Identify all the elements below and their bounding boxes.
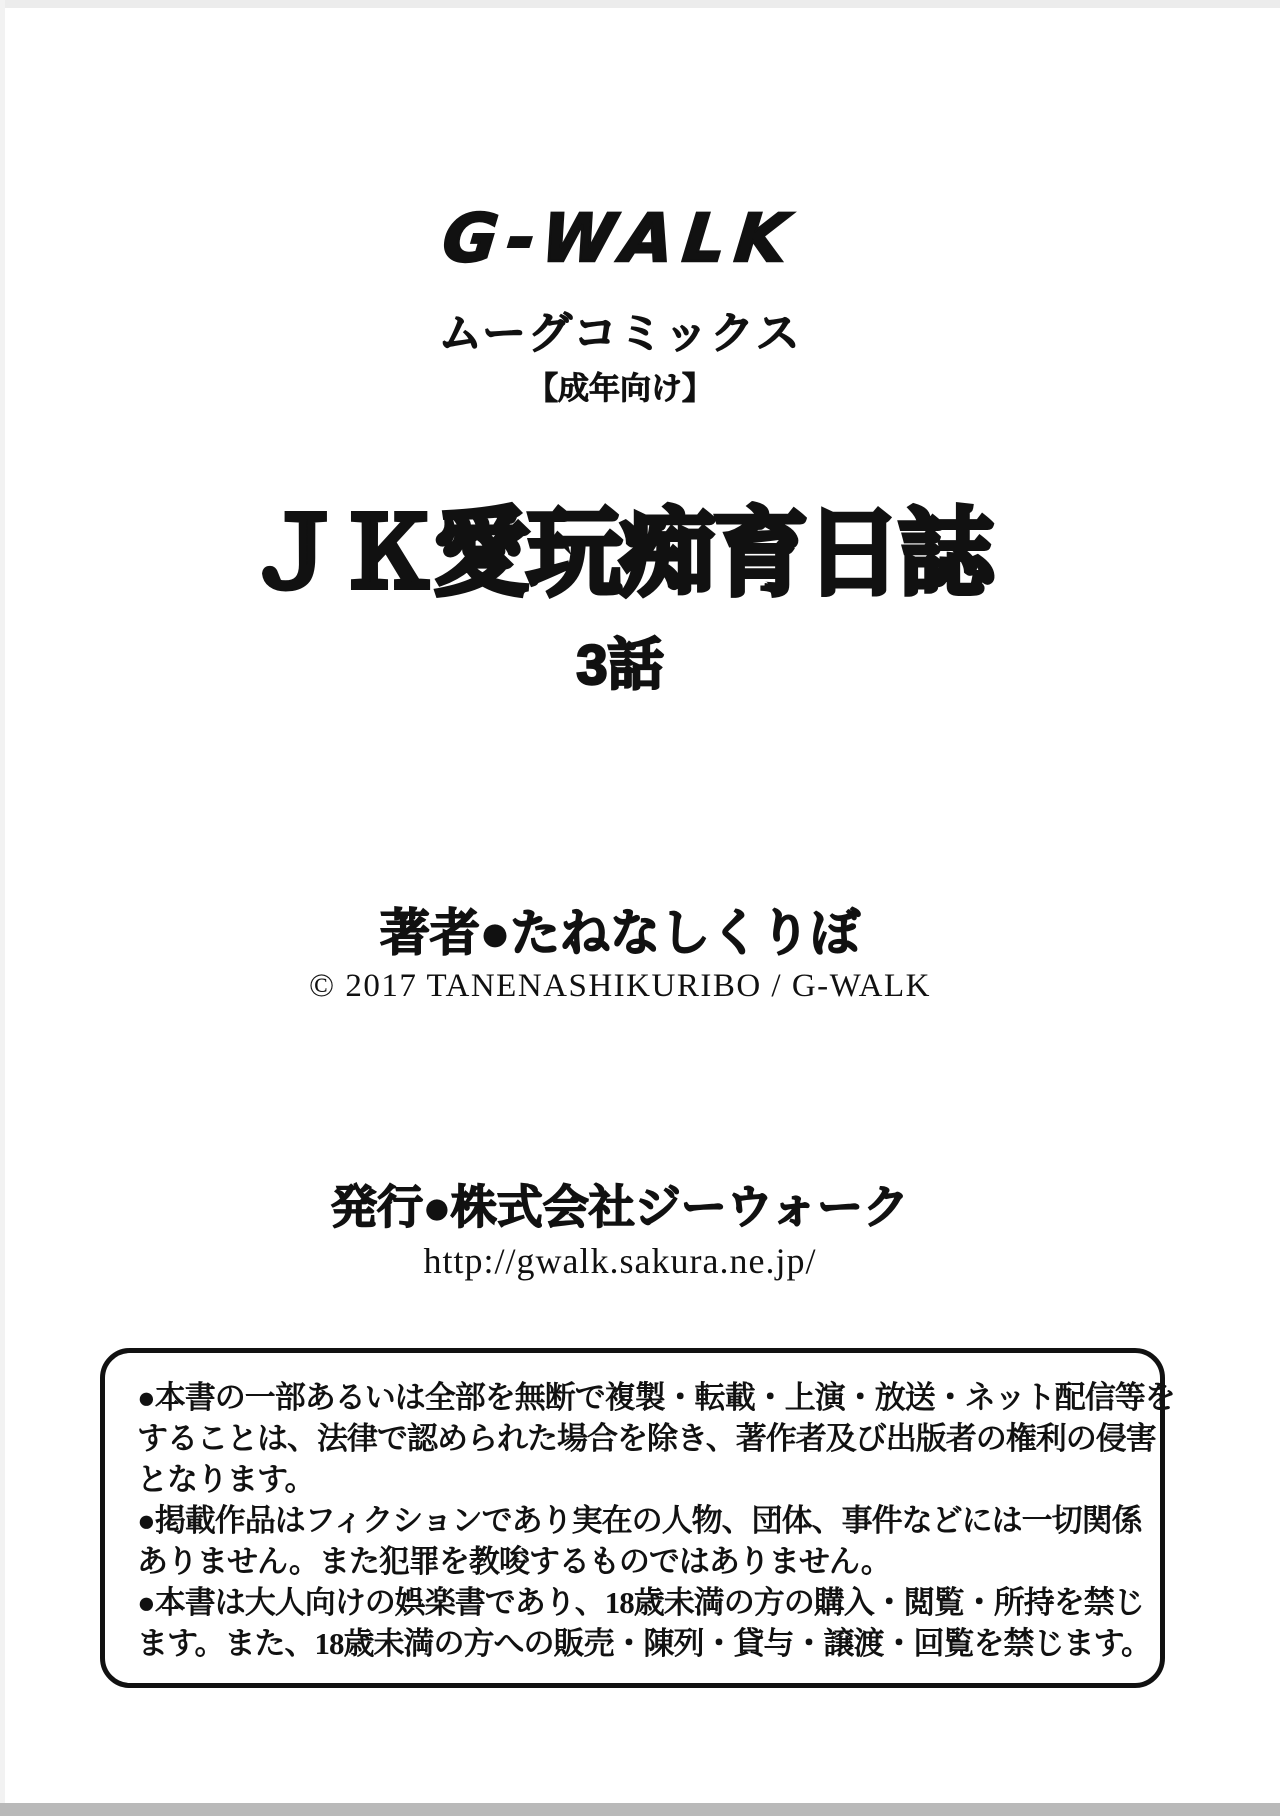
- disclaimer-line: ●本書は大人向けの娯楽書であり、18歳未満の方の購入・閲覧・所持を禁じ: [137, 1585, 1144, 1620]
- disclaimer-line: ます。また、18歳未満の方への販売・陳列・貸与・譲渡・回覧を禁じます。: [137, 1626, 1152, 1661]
- disclaimer-line: ありません。また犯罪を教唆するものではありません。: [137, 1544, 891, 1579]
- imprint-label: ムーグコミックス: [438, 309, 802, 358]
- disclaimer-line: することは、法律で認められた場合を除き、著作者及び出版者の権利の侵害: [137, 1421, 1156, 1456]
- website-url: http://gwalk.sakura.ne.jp/: [423, 1241, 817, 1281]
- age-rating-label: 【成年向け】: [527, 371, 713, 406]
- copyright-line: © 2017 TANENASHIKURIBO / G-WALK: [309, 968, 931, 1004]
- publisher-line: 発行●株式会社ジーウォーク: [331, 1181, 909, 1233]
- disclaimer-line: となります。: [137, 1462, 315, 1497]
- disclaimer-line: ●掲載作品はフィクションであり実在の人物、団体、事件などには一切関係: [137, 1503, 1142, 1538]
- author-line: 著者●たねなしくりぼ: [379, 905, 861, 961]
- disclaimer-box: [100, 1348, 1175, 1688]
- episode-number: 3話: [576, 633, 664, 696]
- book-title: ＪＫ愛玩痴育日誌: [247, 501, 992, 607]
- publisher-logo: G-WALK: [439, 200, 801, 277]
- disclaimer-line: ●本書の一部あるいは全部を無断で複製・転載・上演・放送・ネット配信等を: [137, 1380, 1175, 1415]
